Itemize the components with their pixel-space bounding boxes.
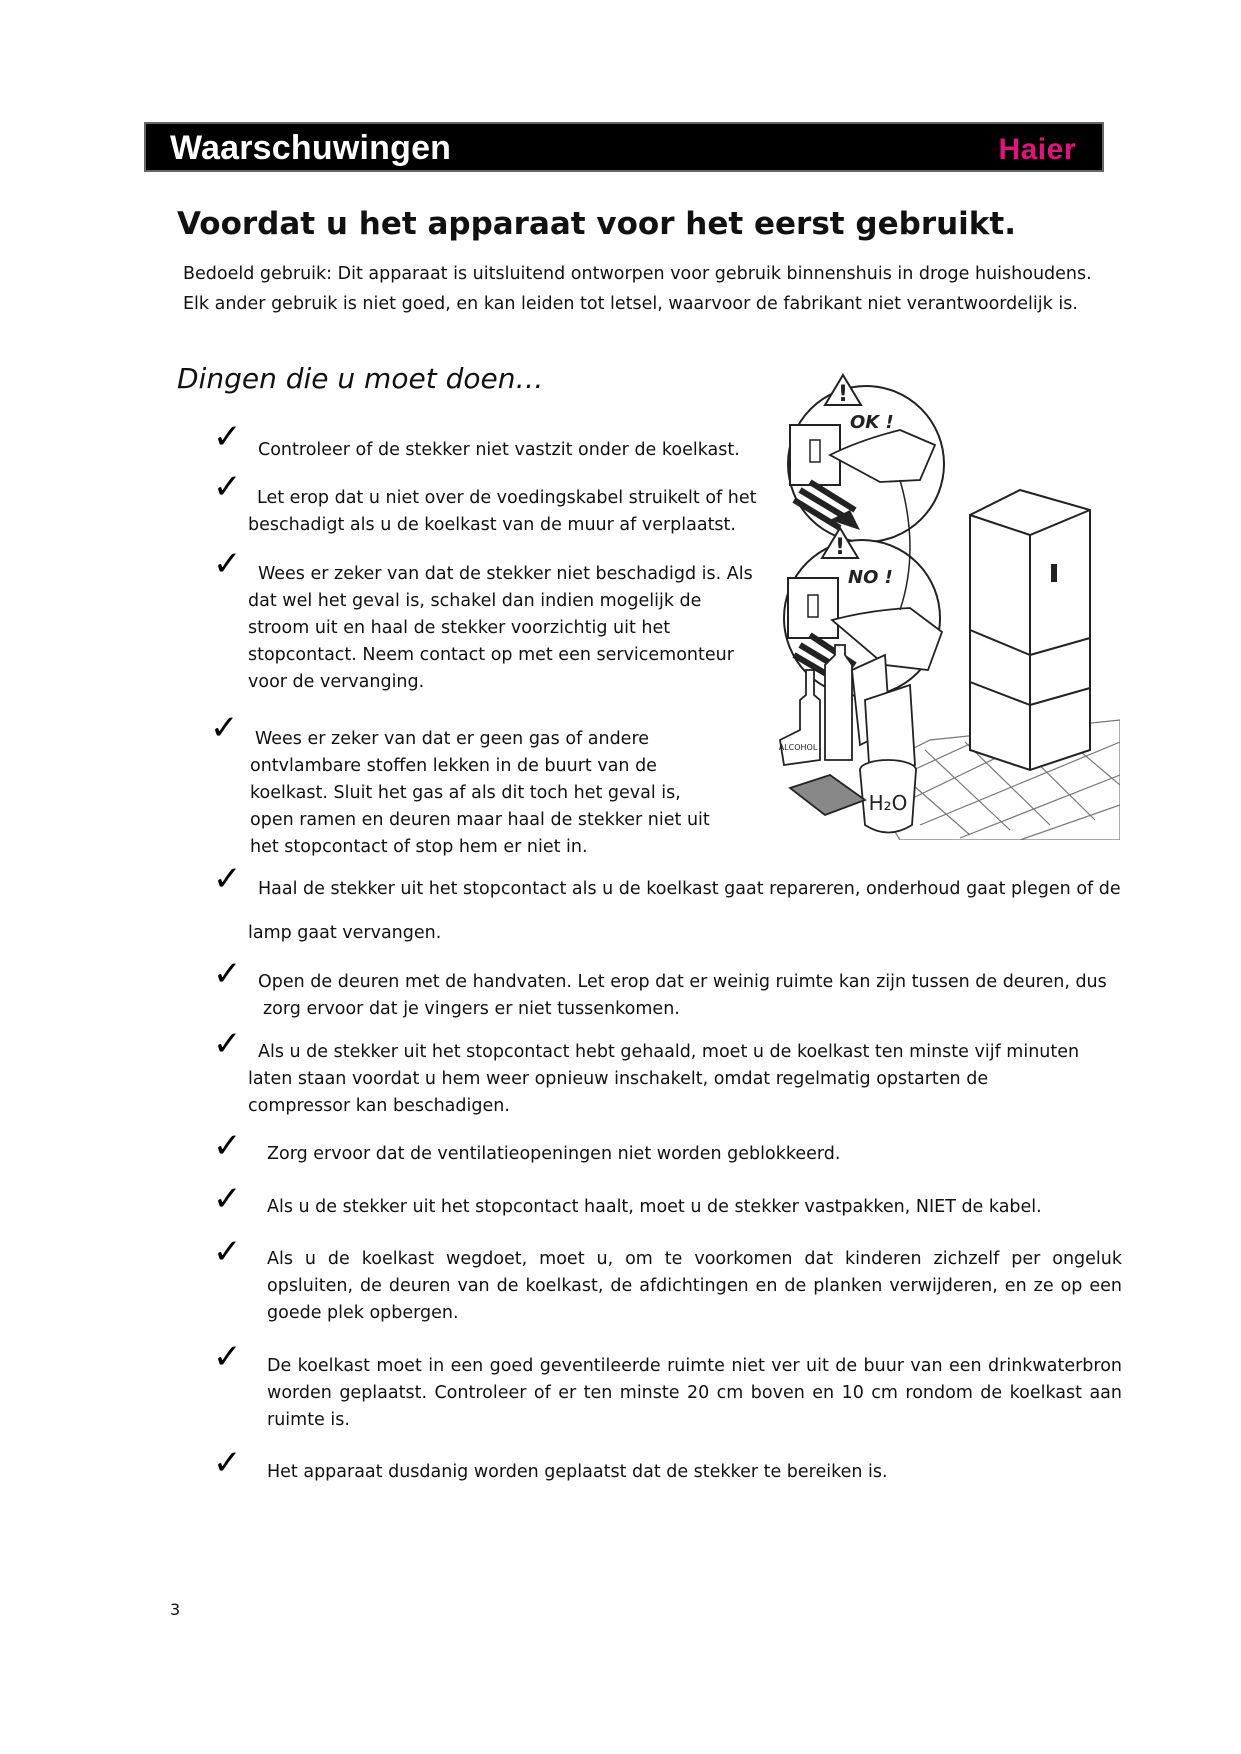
list-item: De koelkast moet in een goed geventileerde ruimte niet ver uit de buur van een drinkwaterbron worden geplaatst. Controleer of er ten minste 20 cm boven en 10 cm rondom de koelkast aan ruimte is. bbox=[267, 1356, 1122, 1430]
bucket-label: H₂O bbox=[868, 791, 908, 815]
checkmark-icon: ✓ bbox=[213, 544, 242, 584]
list-item: Zorg ervoor dat de ventilatieopeningen niet worden geblokkeerd. bbox=[267, 1144, 841, 1164]
brand-logo: Haier bbox=[998, 133, 1076, 166]
checkmark-icon: ✓ bbox=[213, 1179, 242, 1219]
item-line: koelkast. Sluit het gas af als dit toch het geval is, bbox=[250, 783, 681, 803]
item-line: stroom uit en haal de stekker voorzichtig uit het bbox=[248, 618, 671, 638]
item-line: Let erop dat u niet over de voedingskabel struikelt of het bbox=[257, 488, 757, 508]
page-number: 3 bbox=[170, 1600, 181, 1619]
list-item: Als u de stekker uit het stopcontact haalt, moet u de stekker vastpakken, NIET de kabel. bbox=[267, 1197, 1042, 1217]
intro-line: Bedoeld gebruik: Dit apparaat is uitsluitend ontworpen voor gebruik binnenshuis in droge huishoudens. bbox=[183, 264, 1092, 284]
item-line: Als u de stekker uit het stopcontact hebt gehaald, moet u de koelkast ten minste vijf minuten bbox=[258, 1042, 1080, 1062]
item-line: het stopcontact of stop hem er niet in. bbox=[250, 837, 588, 857]
checkmark-icon: ✓ bbox=[213, 954, 242, 994]
intro-line: Elk ander gebruik is niet goed, en kan leiden tot letsel, waarvoor de fabrikant niet verantwoordelijk is. bbox=[183, 294, 1078, 314]
item-line: zorg ervoor dat je vingers er niet tussenkomen. bbox=[263, 999, 680, 1019]
checkmark-icon: ✓ bbox=[213, 1126, 242, 1166]
item-line: voor de vervanging. bbox=[248, 672, 425, 692]
item-line: lamp gaat vervangen. bbox=[248, 923, 442, 943]
list-item bbox=[258, 437, 740, 464]
list-item: Als u de koelkast wegdoet, moet u, om te voorkomen dat kinderen zichzelf per ongeluk opsluiten, de deuren van de koelkast, de afdichtingen en de planken verwijderen, en ze op een goede plek opbergen. bbox=[267, 1249, 1122, 1323]
ok-plug-illustration bbox=[788, 375, 944, 542]
ok-label: OK ! bbox=[850, 412, 894, 433]
item-line: compressor kan beschadigen. bbox=[248, 1096, 510, 1116]
list-item bbox=[258, 969, 1107, 1023]
list-item bbox=[248, 1039, 1079, 1120]
page-title: Voordat u het apparaat voor het eerst gebruikt. bbox=[177, 206, 1017, 242]
item-line: beschadigt als u de koelkast van de muur af verplaatst. bbox=[248, 515, 736, 535]
list-item bbox=[248, 561, 753, 696]
checkmark-icon: ✓ bbox=[213, 467, 242, 507]
item-line: dat wel het geval is, schakel dan indien mogelijk de bbox=[248, 591, 702, 611]
list-item bbox=[250, 726, 710, 861]
no-label: NO ! bbox=[848, 567, 893, 588]
safety-illustration bbox=[770, 370, 1120, 840]
list-item bbox=[248, 876, 1121, 947]
list-item: Het apparaat dusdanig worden geplaatst dat de stekker te bereiken is. bbox=[267, 1462, 888, 1482]
checkmark-icon: ✓ bbox=[213, 1337, 242, 1377]
warning-mark: ! bbox=[837, 382, 849, 407]
checkmark-icon: ✓ bbox=[213, 1024, 242, 1064]
header-title: Waarschuwingen bbox=[170, 129, 452, 167]
item-line: stopcontact. Neem contact op met een servicemonteur bbox=[248, 645, 734, 665]
checkmark-icon: ✓ bbox=[213, 1232, 242, 1272]
item-line: Wees er zeker van dat de stekker niet beschadigd is. Als bbox=[258, 564, 753, 584]
item-line: Open de deuren met de handvaten. Let erop dat er weinig ruimte kan zijn tussen de deuren, dus bbox=[258, 972, 1107, 992]
checkmark-icon: ✓ bbox=[213, 417, 242, 457]
item-line: laten staan voordat u hem weer opnieuw inschakelt, omdat regelmatig opstarten de bbox=[248, 1069, 989, 1089]
warning-mark: ! bbox=[834, 535, 846, 560]
item-line: open ramen en deuren maar haal de stekker niet uit bbox=[250, 810, 710, 830]
section-heading: Dingen die u moet doen… bbox=[177, 362, 544, 395]
item-line: ontvlambare stoffen lekken in de buurt van de bbox=[250, 756, 657, 776]
checkmark-icon: ✓ bbox=[210, 708, 239, 748]
checkmark-icon: ✓ bbox=[213, 1443, 242, 1483]
bottle-label: ALCOHOL bbox=[778, 743, 818, 752]
header-bar bbox=[144, 122, 1104, 172]
item-line: Controleer of de stekker niet vastzit onder de koelkast. bbox=[258, 440, 740, 460]
refrigerator-illustration bbox=[970, 490, 1090, 770]
item-line: Wees er zeker van dat er geen gas of andere bbox=[255, 729, 650, 749]
list-item bbox=[248, 485, 756, 539]
checkmark-icon: ✓ bbox=[213, 859, 242, 899]
item-line: Haal de stekker uit het stopcontact als u de koelkast gaat repareren, onderhoud gaat plegen of de bbox=[258, 879, 1121, 899]
